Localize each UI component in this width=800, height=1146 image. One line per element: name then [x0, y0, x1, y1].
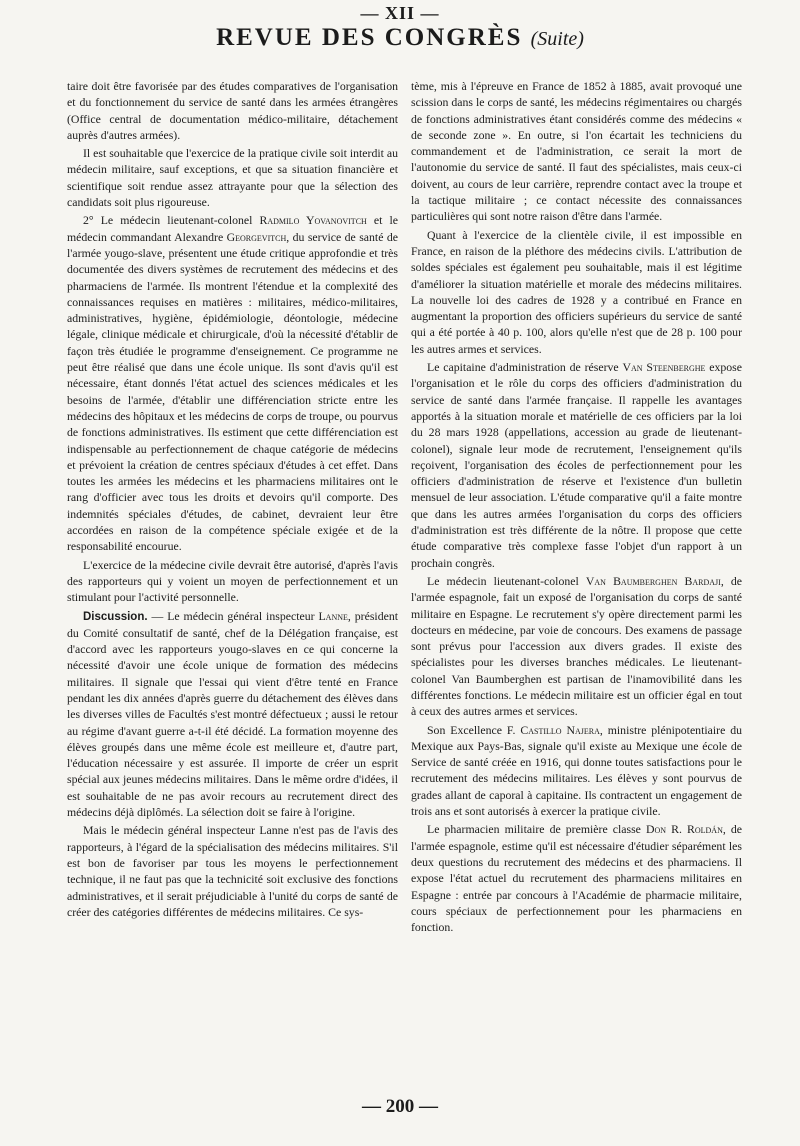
paragraph — [411, 722, 742, 820]
person-name: Van Baumberghen Bardaji — [585, 573, 721, 588]
right-column — [411, 78, 742, 935]
person-name: F. Castillo Najera — [506, 722, 600, 737]
text-run: Le médecin lieutenant-colonel — [427, 573, 579, 588]
journal-section-title: REVUE DES CONGRÈS — [216, 24, 523, 51]
paragraph — [67, 212, 398, 554]
text-run: Son Excellence — [427, 722, 502, 737]
discussion-label: Discussion. — [83, 610, 148, 623]
paragraph — [67, 608, 398, 821]
text-run: , ministre plénipotentiaire du Mexique aux Pays-Bas, signale qu'il existe au Mexique une école de Service de santé créée en 1916, qui donne toutes satisfactions pour le recrutement des médecins militaires. Les élèves y sont pourvus de grades allant de caporal à capitaine. Ils contractent un engagement de trois ans et sont autorisés à exercer la pratique civile. — [411, 722, 743, 819]
person-name: Georgevitch — [226, 229, 287, 244]
text-run: Le pharmacien militaire de première classe — [427, 822, 641, 837]
text-run: et le médecin commandant Alexandre — [67, 213, 398, 244]
text-run: expose l'organisation et le rôle du corps des officiers d'administration du service de santé dans l'armée française. Il rappelle les avantages apportés à la situation morale et matérielle de ces officiers par la loi du 28 mars 1928 (appellations, accession au grade de lieutenant-colonel), signale leur mode de recrutement, l'enseignement qu'ils reçoivent, l'organisation des écoles de perfectionnement pour les officiers d'administration de réserve et l'existence d'un bulletin mensuel de leur association. L'étude comparative qu'il a faite montre que dans les autres armées l'organisation du corps des officiers d'administration est très différente de la nôtre. Il propose que cette étude comparative très complexe fasse l'objet d'un rapport à un prochain congrès. — [411, 360, 742, 570]
text-run: Le capitaine d'administration de réserve — [427, 360, 619, 375]
paragraph: Mais le médecin général inspecteur Lanne n'est pas de l'avis des rapporteurs, à l'égard de la spécialisation des médecins militaires. S'il est bon de favoriser par tous les moyens le perfectionnement technique, il ne faut pas que la technicité soit exclusive des fonctions administratives, et il serait préjudiciable à l'unité du corps de santé de créer des catégories différentes de médecins militaires. Ce sys- — [67, 823, 398, 919]
paragraph — [411, 573, 742, 720]
paragraph: L'exercice de la médecine civile devrait être autorisé, d'après l'avis des rapporteurs qui y voient un moyen de perfectionnement et un stimulant pour l'activité personnelle. — [67, 557, 398, 605]
text-run: — Le médecin général inspecteur — [151, 608, 315, 623]
left-column — [67, 78, 398, 920]
person-name: Lanne — [318, 608, 348, 623]
paragraph: taire doit être favorisée par des études comparatives de l'organisation et du fonctionnement du service de santé dans les armées étrangères (Office central de documentation médico-militaire, détachement auprès d'autres armées). — [67, 79, 398, 142]
page-number: — 200 — — [362, 1096, 438, 1117]
running-title — [0, 24, 800, 52]
paragraph — [411, 821, 742, 935]
title-suffix: (Suite) — [530, 28, 584, 50]
text-run: , du service de santé de l'armée yougo-slave, présentent une étude critique approfondie et très documentée des divers systèmes de recrutement des médecins et des pharmaciens de l'armée. Ils montrent l'étendue et la complexité des connaissances requises en matières : militaires, médico-militaires, administratives, hygiène, épidémiologie, déontologie, médecine légale, clinique médicale et chirurgicale, d'où la nécessité d'établir de façon très étudiée le programme d'enseignement. Ce programme ne peut être réalisé que dans une école unique. Ils sont d'avis qu'il est nécessaire, étant donnés l'état actuel des sciences médicales et les besoins de l'armée, d'établir une différenciation stricte entre les médecins des hôpitaux et les médecins de corps de troupe, ou pourvus de fonctions administratives. Ils estiment que cette différenciation est indispensable au perfectionnement de chaque catégorie de médecins et prévoient la création de centres spéciaux d'études à cet effet. Dans toutes les armées les médecins et les pharmaciens militaires ont le rang d'officier avec tous les droits et devoirs qu'il comporte. Des indemnités spéciales d'études, de cabinet, devraient leur être accordées en raison de la compétence spéciale exigée et de la responsabilité encourue. — [67, 229, 398, 554]
paragraph: tème, mis à l'épreuve en France de 1852 à 1885, avait provoqué une scission dans le corps de santé, les médecins régimentaires ou chargés de fonctions administratives étant considérés comme des médecins « de seconde zone ». En outre, si l'on écartait les techniciens du commandement et de l'administration, ce serait la mort de l'autonomie du service de santé. Il faut des spécialistes, mais ceux-ci doivent, au cours de leur carrière, reprendre contact avec la troupe et la tactique militaire ; ce contact nécessite des connaissances particulières qui sont notre raison d'être dans l'armée. — [411, 79, 742, 224]
text-run: 2° Le médecin lieutenant-colonel — [83, 213, 253, 228]
person-name: Van Steenberghe — [622, 360, 706, 375]
paragraph — [411, 359, 742, 571]
roman-page-number: — XII — — [360, 3, 440, 23]
person-name: Radmilo Yovanovitch — [259, 213, 367, 228]
paragraph: Il est souhaitable que l'exercice de la pratique civile soit interdit au médecin militaire, sauf exceptions, et que sa situation financière et scientifique soit rendue assez attrayante pour que la sélection des candidats soit plus rigoureuse. — [67, 146, 398, 210]
text-run: , de l'armée espagnole, estime qu'il est nécessaire d'étudier séparément les deux questions du recrutement des médecins et des pharmaciens. Il expose l'état actuel du recrutement des pharmaciens militaires en Espagne : entrée par concours à l'Académie de pharmacie militaire, cours spéciaux de perfectionnement pour les pharmaciens en fonction. — [411, 822, 742, 935]
text-run: , de l'armée espagnole, fait un exposé de l'organisation du corps de santé militaire en Espagne. Le recrutement s'y opère directement parmi les docteurs en médecine, par voie de concours. Des examens de passage sont prévus pour l'accession aux divers grades. Il existe des spécialistes pour les diverses branches médicales. Le lieutenant-colonel Van Baumberghen est partisan de l'inamovibilité dans les différentes fonctions. Le médecin militaire est un officier égal en tout à ceux des autres armes et services. — [411, 573, 742, 719]
text-run: , président du Comité consultatif de santé, chef de la Délégation française, est d'accord avec les rapporteurs yougo-slaves en ce qui concerne la nécessité d'avoir une école unique de formation des médecins militaires. Il signale que l'essai qui vient d'être tenté en France pendant les dix années d'après guerre du détachement des élèves dans les diverses villes de Facultés s'est montré défectueux ; aussi le retour au régime d'avant guerre a-t-il été décidé. La formation moyenne des élèves groupés dans une même école est meilleure et, d'autre part, l'éducation nécessaire y est assurée. Il importe de créer un esprit spécial aux jeunes médecins militaires. Dans le même ordre d'idées, il est souhaitable de ne pas avoir recours au recrutement direct des médecins déjà diplômés. La sélection doit se faire à l'origine. — [67, 608, 399, 820]
paragraph: Quant à l'exercice de la clientèle civile, il est impossible en France, en raison de la pléthore des médecins civils. L'attribution de soldes spéciales est également peu souhaitable, mais il est légitime d'améliorer la situation matérielle et morale des médecins militaires. La nouvelle loi des cadres de 1928 y a contribué en France en augmentant la proportion des officiers supérieurs du service de santé qui a été portée à 40 p. 100, alors qu'elle n'est que de 28 p. 100 pour les autres armes et services. — [411, 227, 742, 356]
person-name: Don R. Roldán — [645, 822, 723, 837]
